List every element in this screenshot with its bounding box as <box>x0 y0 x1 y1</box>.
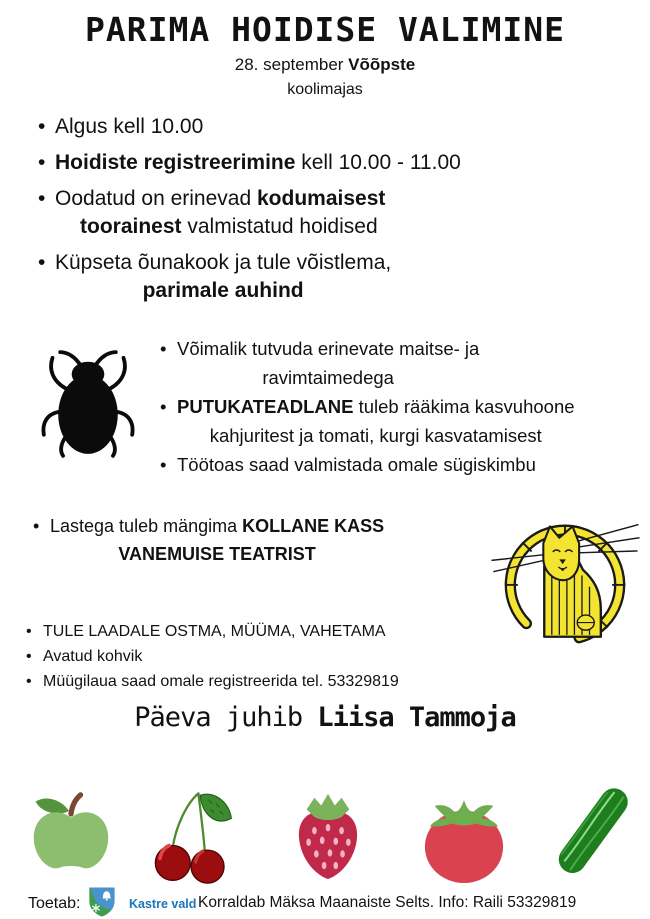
schedule-item-bold: kodumaisest <box>256 187 386 210</box>
theatre-list <box>33 512 384 568</box>
host-name: Liisa Tammoja <box>317 702 516 733</box>
list-item <box>38 149 461 177</box>
event-venue: koolimajas <box>287 81 363 98</box>
municipality-name: Kastre vald <box>129 897 197 911</box>
schedule-item-line2 <box>55 277 391 305</box>
market-item-text: Müügilaua saad omale registreerida tel. 53329819 <box>43 673 399 690</box>
workshop-item-text: tuleb rääkima kasvuhoone <box>353 396 575 417</box>
subtitle-date-place <box>0 55 650 75</box>
schedule-item-bold: parimale auhind <box>142 279 304 302</box>
workshop-item-bold: PUTUKATEADLANE <box>177 396 354 417</box>
strawberry-icon <box>293 788 363 883</box>
schedule-item-bold: toorainest <box>80 215 182 238</box>
list-item <box>26 669 399 694</box>
workshop-item-line2: kahjuritest ja tomati, kurgi kasvatamisest <box>209 425 542 446</box>
schedule-list <box>38 113 461 313</box>
schedule-item-bold: Hoidiste registreerimine <box>55 151 296 174</box>
workshops-list <box>160 334 575 479</box>
list-item <box>38 113 203 141</box>
list-item <box>160 334 479 392</box>
workshop-item-line2: ravimtaimedega <box>262 367 394 388</box>
schedule-item-line2 <box>55 213 385 241</box>
tomato-icon <box>417 798 511 884</box>
list-item <box>38 249 391 305</box>
schedule-item-text: valmistatud hoidised <box>181 215 378 238</box>
list-item <box>26 619 386 644</box>
bug-icon <box>40 348 136 458</box>
theatre-item-text: Lastega tuleb mängima <box>50 516 243 536</box>
host-line <box>0 702 650 733</box>
list-item <box>160 450 536 479</box>
theatre-item-bold: KOLLANE KASS <box>242 516 385 536</box>
schedule-item-text: Oodatud on erinevad <box>55 187 257 210</box>
organizer-info: Korraldab Mäksa Maanaiste Selts. Info: Raili 53329819 <box>198 894 577 911</box>
theatre-item-bold: VANEMUISE TEATRIST <box>118 544 316 564</box>
market-item-text: TULE LAADALE OSTMA, MÜÜMA, VAHETAMA <box>43 623 386 640</box>
apple-icon <box>27 792 115 876</box>
list-item <box>38 185 385 241</box>
footer <box>0 885 650 919</box>
theatre-item-line2 <box>50 540 384 568</box>
schedule-item-text: Küpseta õunakook ja tule võistlema, <box>55 251 392 274</box>
event-place: Võõpste <box>348 55 416 74</box>
event-date: 28. september <box>234 55 349 74</box>
cucumber-icon <box>556 785 636 880</box>
kastre-vald-coat-of-arms <box>88 886 116 918</box>
list-item <box>33 512 384 568</box>
schedule-item-text: Algus kell 10.00 <box>55 115 204 138</box>
list-item <box>26 644 142 669</box>
page-title: PARIMA HOIDISE VALIMINE <box>85 10 565 49</box>
schedule-item-text: kell 10.00 - 11.00 <box>295 151 461 174</box>
market-item-text: Avatud kohvik <box>43 648 143 665</box>
workshop-item-text: Töötoas saad valmistada omale sügiskimbu <box>177 454 536 475</box>
workshop-item-text: Võimalik tutvuda erinevate maitse- ja <box>177 338 480 359</box>
list-item <box>160 392 575 450</box>
host-label: Päeva juhib <box>134 702 318 733</box>
supported-by-label: Toetab: <box>28 895 81 912</box>
cherries-icon <box>146 787 238 884</box>
market-list <box>26 619 399 694</box>
yellow-cat-illustration <box>487 517 643 649</box>
